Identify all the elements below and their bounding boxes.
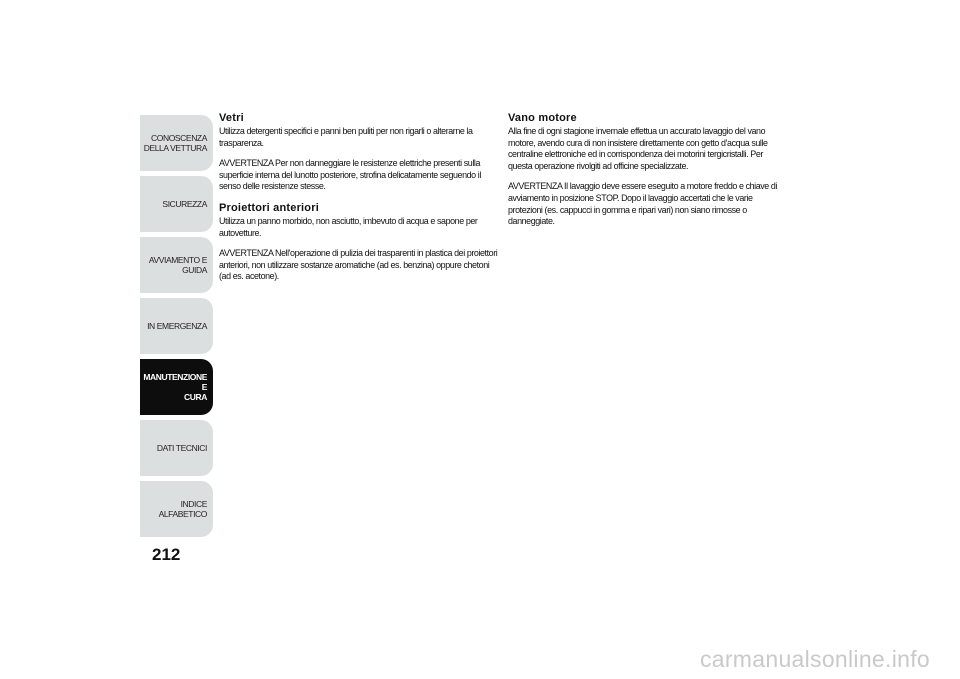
left-column [219, 112, 501, 292]
tab-label: AVVIAMENTO E GUIDA [148, 255, 207, 275]
section-title-vetri: Vetri [219, 112, 244, 124]
tab-label: INDICE ALFABETICO [158, 499, 207, 519]
warning-paragraph: AVVERTENZA Il lavaggio deve essere eseguito a motore freddo e chiave di avviamento in posizione STOP. Dopo il lavaggio accertati che le varie protezioni (es. cappucci in gomma e ripari vari) non siano rimosse o danneggiate. [508, 181, 778, 228]
tab-in-emergenza[interactable] [140, 298, 213, 354]
section-title-proiettori: Proiettori anteriori [219, 201, 319, 214]
tab-label: MANUTENZIONE E CURA [143, 372, 207, 402]
warning-paragraph: AVVERTENZA Per non danneggiare le resistenze elettriche presenti sulla superficie interna del lunotto posteriore, strofina delicatamente seguendo il senso delle resistenze stesse. [219, 158, 481, 193]
warning-paragraph: AVVERTENZA Nell'operazione di pulizia dei trasparenti in plastica dei proiettori anteriori, non utilizzare sostanze aromatiche (ad es. benzina) oppure chetoni (ad es. acetone). [219, 248, 498, 283]
paragraph: Utilizza detergenti specifici e panni ben puliti per non rigarli o alterarne la trasparenza. [219, 126, 473, 149]
tab-conoscenza-della-vettura[interactable] [140, 115, 213, 171]
tab-label: DATI TECNICI [156, 443, 207, 453]
tab-dati-tecnici[interactable] [140, 420, 213, 476]
right-column [508, 112, 790, 237]
tab-manutenzione-e-cura[interactable] [140, 359, 213, 415]
tab-label: IN EMERGENZA [147, 321, 207, 331]
tab-sicurezza[interactable] [140, 176, 213, 232]
paragraph: Alla fine di ogni stagione invernale effettua un accurato lavaggio del vano motore, avendo cura di non insistere direttamente con getto d’acqua sulle centraline elettroniche ed in corrispondenza dei motorini tergicristalli. Per questa operazione rivolgiti ad officine specializzate. [508, 126, 768, 172]
page-number: 212 [152, 545, 181, 564]
tab-label: CONOSCENZA DELLA VETTURA [143, 133, 207, 153]
chapter-tabs [140, 115, 213, 542]
watermark: carmanualsonline.info [699, 646, 930, 672]
paragraph: Utilizza un panno morbido, non asciutto, imbevuto di acqua e sapone per autovetture. [219, 215, 478, 239]
tab-avviamento-e-guida[interactable] [140, 237, 213, 293]
section-title-vano-motore: Vano motore [508, 112, 577, 124]
tab-indice-alfabetico[interactable] [140, 481, 213, 537]
tab-label: SICUREZZA [162, 199, 207, 209]
